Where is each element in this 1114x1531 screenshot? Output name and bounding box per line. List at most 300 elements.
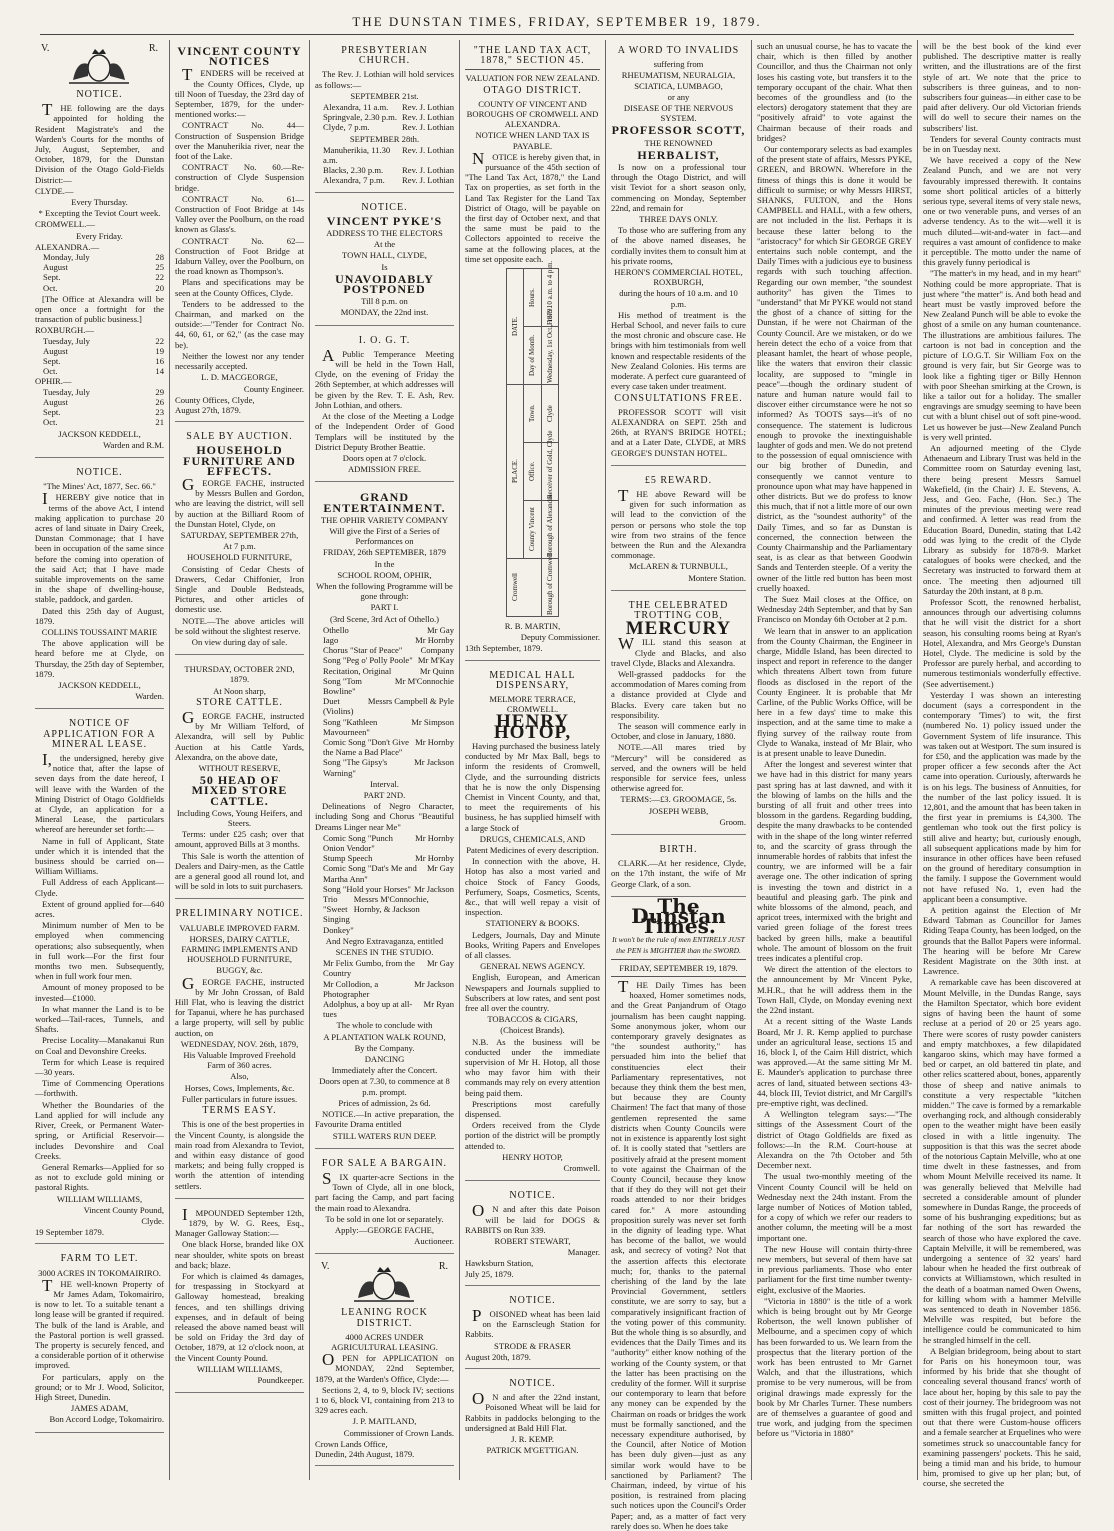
sept21: SEPTEMBER 21st. <box>350 90 419 101</box>
impounded-role: Poundkeeper. <box>257 1374 304 1385</box>
farm-sign: JAMES ADAM, <box>70 1403 129 1414</box>
court-notice <box>35 40 164 458</box>
farm-particulars: For particulars, apply on the ground; or to Mr J. Wood, Solicitor, High Street, Dunedin. <box>35 1371 164 1402</box>
crown-date: Dunedin, 24th August, 1879. <box>315 1448 415 1459</box>
court-date: Tuesday, July 29 <box>43 386 164 397</box>
fache1-date: SATURDAY, SEPTEMBER 27th, <box>180 529 299 540</box>
column-3 <box>310 40 460 1480</box>
pyke-sub: ADDRESS TO THE ELECTORS <box>326 228 443 239</box>
fuller: Fuller particulars in future issues. <box>181 1093 298 1104</box>
thursday: THURSDAY, OCTOBER 2ND, 1879. <box>184 664 295 685</box>
birth-body: CLARK.—At her residence, Clyde, on the 17th instant, the wife of Mr George Clark, of a son. <box>611 858 746 889</box>
ophir-label: OPHIR.— <box>35 376 72 387</box>
season: The season will commence early in October, and close in January, 1880. <box>611 720 746 742</box>
connection: In connection with the above, H. Hotop has also a most varied and choice Stock of Fancy Goods, Perfumery, Soaps, Cosmetics, Scents, &c., that will well repay a visit of inspection. <box>465 856 600 918</box>
mercury-note: NOTE.—All mares tried by "Mercury" will be considered as served, and the owners will be held responsible for service fees, unless otherwise agreed for. <box>611 742 746 794</box>
county: COUNTY OF VINCENT AND BOROUGHS OF CROMWELL AND ALEXANDRA. <box>466 98 599 130</box>
pyke-notice <box>315 197 454 326</box>
column-7 <box>918 40 1086 1489</box>
visit: PROFESSOR SCOTT will visit ALEXANDRA on SEPT. 25th and 26th, at RYAN'S BRIDGE HOTEL; and at a Later Date, CLYDE, at MRS GEORGE'S DUNSTAN HOTEL. <box>611 406 746 458</box>
pyke-title: VINCENT PYKE'S <box>326 213 443 228</box>
programme-item: Othello Mr Gay <box>323 624 454 635</box>
notice2-body: IHEREBY give notice that in terms of the above Act, I intend making application to purchase 20 acres of land situate in Dairy Creek, Dunstan Commonage; that I have been in occupation of the same since before the coming into operation of the said Act; that I have made suitable improvements on the same in the shape of dwelling-house, stable, paddock, and garden. <box>35 489 164 605</box>
tbl-clyde: Clyde <box>541 385 558 443</box>
household-note: NOTE.—The above articles will be sold without the slightest reserve. <box>175 615 304 636</box>
martin: R. B. MARTIN, <box>504 621 561 632</box>
household2: HOUSEHOLD FURNITURE, <box>186 552 293 563</box>
programme-item: Recitation, Original Mr Quinn <box>323 665 454 676</box>
general-news: GENERAL NEWS AGENCY. <box>480 961 585 972</box>
c7-text7: A petition against the Election of Mr Edward Tabman as Councillor for James Riding Teapa County, has been lodged, on the grounds that the Ballot Papers were informal. The hearing will be before Mr Carew Resident Magistrate on the 30th inst. at Lawrence. <box>923 905 1081 977</box>
consult: CONSULTATIONS FREE. <box>614 392 743 404</box>
notice2-date: Dated this 25th day of August, 1879. <box>35 605 164 626</box>
c7-text9: A Belgian bridegroom, being about to start for Paris on his honeymoon tour, was informed by his bride that she thought of concealing several thousand francs' worth of lace about her, hoping by this sale to pay the cost of their journey. The bridegroom was not smitten with this frugal project, and pointed out that there were Custom-house officers and a female searcher at Erquelines who were sometimes struck so unaccountable fancy for examining passengers' pockets. This he said, being a timid man and his bride, to humour him, promised to give up her plan; but, of course, she secreted the <box>923 1345 1081 1489</box>
tbl-cv: County Vincent <box>524 501 541 559</box>
clyde-days: Every Thursday. <box>71 197 128 208</box>
suffering: suffering from <box>653 59 704 70</box>
webb-role: Groom. <box>719 816 746 827</box>
prescriptions: Prescriptions most carefully dispensed. <box>465 1098 600 1119</box>
hotop-title: HENRY HOTOP, <box>493 711 572 743</box>
maitland: J. P. MAITLAND, <box>352 1416 417 1427</box>
mercury-terms: TERMS:—£3. GROOMAGE, 5s. <box>620 794 737 805</box>
mineral-sign2: Vincent County Pound, <box>83 1204 164 1215</box>
horses: HORSES, DAIRY CATTLE, FARMING IMPLEMENTS AND HOUSEHOLD FURNITURE, <box>181 933 298 965</box>
c6-text4: We learn that in answer to an application from the County Chairman, the Engineer in charge, Middle Island, has been directed to inspect and report in reference to the danger which threatens Albert town from future floods as disclosed in the report of the County Engineer. It is probable that Mr Carline, of the Public Works Office, will be here in a few days' time to make this inspection, and at the same time to make a flying survey of the railway route from Clyde to Wanaka, instead of Mr Blair, who is at present unable to leave Dunedin. <box>757 625 912 759</box>
iogt-body: APublic Temperance Meeting will be held in the Town Hall, Clyde, on the evening of Friday the 26th September, at which addresses will be given by the Rev. T. E. Ash, Rev. John Lothian, and others. <box>315 345 454 410</box>
court-date: August 26 <box>43 396 164 407</box>
c7-text5: Professor Scott, the renowned herbalist, announces through our advertising columns that he will visit the district for a short season, his consulting rooms being at Ryan's Hotel, Alexandra, and Mrs George's Dunstan Hotel, Clyde. The medicine is sold by the Professor are purely herbal, and according to numerous testimonials wonderfully effective. (See advertisement.) <box>923 596 1081 689</box>
cast-item: Adolphus, a boy up at all-tues Mr Ryan <box>323 999 454 1020</box>
still-waters: STILL WATERS RUN DEEP. <box>332 1130 437 1141</box>
signature-role: Warden and R.M. <box>103 439 164 450</box>
fache2: GEORGE FACHE, instructed by Mr William Telford, of Alexandra, will sell by Public Auction at his Cattle Yards, Alexandra, on the above date, <box>175 707 304 762</box>
programme-item: Song "Peg o' Polly Poole" Mr M'Kay <box>323 655 454 666</box>
mineral-item: Whether the Boundaries of the Land applied for will include any River, Creek, or Permanent Water-spring, or Artificial Reservoir—includes Devonshire and Coal Creeks. <box>35 1099 164 1161</box>
programme: When the following Programme will be gone through: <box>316 580 453 602</box>
bargain-ad <box>315 1153 454 1255</box>
tbl-office: Office. <box>524 443 541 501</box>
hawks: Hawksburn Station, <box>465 1258 534 1269</box>
payable: NOTICE WHEN LAND TAX IS PAYABLE. <box>475 130 590 151</box>
stewart: ROBERT STEWART, <box>494 1236 571 1247</box>
english: English, European, and American Newspapers and Journals supplied to Subscribers at low rates, and sent post free all over the country. <box>465 972 600 1013</box>
alexandra-label: ALEXANDRA.— <box>35 241 100 252</box>
apply-fache: Apply:—GEORGE FACHE, <box>334 1224 435 1235</box>
engineer-date: August 27th, 1879. <box>175 404 241 415</box>
court-date: Monday, July 28 <box>43 252 164 263</box>
programme-item: Iago Mr Hornby <box>323 634 454 645</box>
c7-text1: will be the best book of the kind ever published. The descriptive matter is really written, and the illustrations are of the first style of art. We note that the price to subscribers is three guineas, and to non-subscribers four guineas—in either case to be paid after delivery. Our old Victorian friends will do well to secure their names on the subscribers' list. <box>923 41 1081 133</box>
impounded-body: One black Horse, branded like OX near shoulder, white spots on breast and back; blaze. <box>175 1239 304 1270</box>
programme-item: Song "Tom Bowline" Mr M'Connochie <box>323 675 454 696</box>
dancing-sub: Immediately after the Concert. <box>331 1065 438 1076</box>
c7-text8: A remarkable cave has been discovered at Mount Melville, in the Dundas Range, says the Hamilton Spectator, which bore evident signs of having been the haunt of some recluse at a period of 20 or 25 years ago. There were scores of rusty powder canisters and empty matchboxes, a few dilapidated kangaroo skins, which may have formed a bed or carpet, an old battered tin plate, and other relics scattered about, bones, apparently those of sheep and native animals to constitute a very respectable "kitchen midden." The cave is formed by a remarkable overhanging rock, and although considerably open to the weather might have been easily closed in with a little ingenuity. The supposition is that this was the secret abode of the notorious Captain Melville, who at one time dwelt in these fastnesses, and from whom Mount Melville received its name. It was generally believed that Melville had secreted a considerable amount of plunder somewhere in Dundas Range, the proceeds of some of his bushranging expeditions; but as far nothing of the sort has rewarded the search of those who have explored the cave. Captain Melville, it will be remembered, was undergoing a sentence of 32 years' hard labour when he headed the first outbreak of convicts at Williamstown, which resulted in the death of a boatman named Owen Owens, for killing whom with a hammer Melville was sentenced to death in November 1856. Melville was respited, but before the intelligence could be communicated to him he strangled himself in the cell. <box>923 977 1081 1345</box>
valuation: VALUATION FOR NEW ZEALAND. <box>465 73 600 84</box>
iogt-close: At the close of the Meeting a Lodge of the Independent Order of Good Templars will be instituted by the District Deputy Brother Beattie. <box>315 411 454 452</box>
divider <box>465 69 600 70</box>
hawks-date: July 25, 1879. <box>465 1268 514 1279</box>
three-days: THREE DAYS ONLY. <box>639 214 718 225</box>
programme-item: Trio "Sweet Singing Donkey" Messrs M'Connochie, Hornby, & Jackson <box>323 894 429 935</box>
presbyterian-church <box>315 40 454 193</box>
land-tax-body: NOTICE is hereby given that, in pursuance of the 45th section of "The Land Tax Act, 1878," the Land Tax on properties, as set forth in the Land Tax Register for the Land Tax District of Otago, will be payable on the first day of October next, and that the same must be paid to the Collectors appointed to receive the same at the following places, at the time set opposite each. <box>465 148 600 264</box>
cast-item: Mr Felix Gumbo, from the Country Mr Gay <box>323 958 454 979</box>
drugs: DRUGS, CHEMICALS, AND <box>479 833 586 844</box>
notice1-title: NOTICE. <box>509 1190 556 1202</box>
mineral-item: Term for which Lease is required—30 years. <box>35 1056 164 1078</box>
pyke-postponed: UNAVOIDABLY POSTPONED <box>335 271 434 297</box>
mineral-title: NOTICE OF APPLICATION FOR A MINERAL LEASE. <box>43 718 156 750</box>
part1-sub: (3rd Scene, 3rd Act of Othello.) <box>329 613 440 624</box>
herbalist: HERBALIST, <box>637 147 720 162</box>
engineer-sign: L. D. MACGEORGE, <box>201 372 278 383</box>
iogt-notice <box>315 330 454 483</box>
renowned: THE RENOWNED <box>644 137 713 148</box>
reward-title: £5 REWARD. <box>644 474 713 486</box>
impounded-note: For which is claimed 4s damages, for trespassing in Stockyard at Galloway homestead, breaking fences, and ten shillings driving expenses, and in default of being released the above named beast will be sold on Friday the 3rd day of October, 1879, at 12 o'clock noon, at the Vincent County Pound. <box>175 1270 304 1363</box>
motto: It won't be the rule of men ENTIRELY JUST the PEN is MIGHTIER than the SWORD. <box>612 935 745 955</box>
clyde-label: CLYDE.— <box>35 185 74 196</box>
notice2-act: "The Mines' Act, 1877, Sec. 66." <box>43 481 156 492</box>
hours: during the hours of 10 a.m. and 10 p.m. <box>619 288 738 309</box>
mgettigan: PATRICK M'GETTIGAN. <box>486 1445 579 1456</box>
programme-item: Chorus "Star of Peace" Company <box>323 645 454 656</box>
leaning-rock-ad <box>315 1258 454 1466</box>
c6-text9: The usual two-monthly meeting of the Vincent County Council will be held on Wednesday next the 24th instant. From the large number of Notices of Motion tabled, for a copy of which we refer our readers to another column, the meeting will be a most important one. <box>757 1171 912 1243</box>
hotop-body: Having purchased the business lately conducted by Mr Max Ball, begs to inform the residents of Cromwell, Clyde, and the surrounding districts that he is now the only Dispensing Chemist in Vincent County, and that, to meet the requirements of his business, he has supplied himself with a large Stock of <box>465 740 600 833</box>
c6-text7: At a recent sitting of the Waste Lands Board, Mr J. R. Kemp applied to purchase under an agricultural lease, sections 15 and 16, block I, of the Cairn Hill district, which was approved.—At the same sitting Mr M. E. Maunder's application to purchase three acres of land, situated between sections 43-44, block III, Teviot district, and Mr Cargill's pre-emptive right, was declined. <box>757 1016 912 1108</box>
divider-2 <box>611 959 746 960</box>
editorial-body: THE Daily Times has been hoaxed, Homer sometimes nods, and the Great Panjandrum of Otago journalism has been caught napping. Some anonymous joker, whom our contemporary gravely designates as "the soundest authority," has persuaded him into the belief that constituencies elect their Parliamentary representatives, not because they think them the best men, but because they are County Chairmen! The fact that many of those gentlemen represented the same districts when County Councils were not in existence is apparently lost sight of. It is coolly stated that "settlers are positively afraid at the present moment to vote against the Chairman of the County Council, because they know that if they do they will not get their roads attended to nor their bridges cared for." A more astounding proposition surely was never set forth in the dignity of leading type. What has become of the ballot, we would ask, and secrecy of voting? Not that the assertion affects this electorate much; for, thanks to the paternal cherishing of the land by the late Provincial Government, settlers constitute, we are sorry to say, but a comparatively insignificant fraction of the voting power of this community. But the whole thing is so absurdly, and evidences that the Daily Times and its "authority" either know nothing of the working of the County system, or that the latter has been practising on the credulity of the former. Will it surprise our contemporary to learn that before any money can be expended by the Chairman on roads or bridges the work must be formally sanctioned, and the necessary expenditure authorised, by the Council, after Notice of Motion has been duly given—just as any similar work would have to be sanctioned by Parliament? The Chairman, indeed, by virtue of his position, is restrained from placing such notices upon the Council's Order Paper; and, as a matter of fact very rarely does so. When he does take <box>611 977 746 1531</box>
contract-item: CONTRACT No. 61—Construction of Foot Bridge at 14s Valley over the Poolburn, on the road known as Glass's. <box>175 193 304 235</box>
notice-body: THE following are the days appointed for holding the Resident Magistrate's and the Warden's Courts for the months of July, August, September, and October, 1879, for the Dunstan Division of the Otago Gold-Fields District:— <box>35 100 164 185</box>
notice-title: NOTICE. <box>76 89 123 100</box>
farce-cast <box>315 958 454 1019</box>
mineral-item: Name in full of Applicant, State under which it is intended that the business should be carried on—William Williams. <box>35 835 164 877</box>
notice2-warden-role: Warden. <box>135 691 164 702</box>
also-body: Horses, Cows, Implements, &c. <box>184 1082 295 1093</box>
tbl-town: Town. <box>524 385 541 443</box>
poison-notice-3 <box>465 1373 600 1462</box>
programme-item: Duet (Violins) Messrs Campbell & Pyle <box>323 696 454 717</box>
programme-item: Song "Hold your Horses" Mr Jackson <box>323 883 454 894</box>
fache3: GEORGE FACHE, instructed by Mr John Crossan, of Bald Hill Flat, who is leaving the district for Tapanui, where he has purchased a large property, will sell by public auction, on <box>175 973 304 1038</box>
vc-title: VINCENT COUNTY NOTICES <box>177 44 302 69</box>
stewart-role: Manager. <box>567 1247 600 1258</box>
dunstan-title: The Dunstan Times. <box>631 893 726 939</box>
store-cattle: STORE CATTLE. <box>196 696 283 708</box>
apply-role: Auctioneer. <box>414 1236 454 1247</box>
contract-item: CONTRACT No. 60.—Re-construction of Clyde Suspension bridge. <box>175 162 304 193</box>
pyke-hall: TOWN HALL, CLYDE, <box>342 250 427 261</box>
poison-notice-1 <box>465 1185 600 1286</box>
iogt-title: I. O. G. T. <box>358 334 411 346</box>
sections: Sections 2, 4, to 9, block IV; sections 1 to 6, block VI, containing from 213 to 329 acres each. <box>315 1384 454 1416</box>
c6-text10: The new House will contain thirty-three new members, but several of them have sat in previous parliaments. Those who enter parliament for the first time number twenty-eight, exclusive of the Maories. <box>757 1243 912 1295</box>
six-sold: To be sold in one lot or separately. <box>325 1213 444 1224</box>
tbl-wed: Wednesday, 1st Oct., 1879. <box>541 327 558 385</box>
c6-text8: A Wellington telegram says:—"The sittings of the Assessment Court of the district of Otago Goldfields are fixed as follows:—In the R.M. Court-house at Alexandra on the 7th October and 5th December next. <box>757 1109 912 1171</box>
notice-prep: NOTICE.—In active preparation, the Favourite Drama entitled <box>315 1109 454 1130</box>
valuable-farm: VALUABLE IMPROVED FARM. <box>179 922 300 933</box>
vr-v-2: V. <box>321 1261 330 1273</box>
or-any: or any <box>667 91 690 102</box>
programme-item: Song "The Gipsy's Warning" Mr Jackson <box>323 757 454 778</box>
kemp: J. R. KEMP. <box>511 1434 554 1445</box>
hotop-place: Cromwell. <box>563 1163 600 1174</box>
crown-office: Crown Lands Office, <box>315 1438 388 1449</box>
service-row: Manuherikia, 11.30 a.m. Rev. J. Lothian <box>323 144 454 166</box>
ophir-dates <box>35 387 164 428</box>
court-date: Oct. 20 <box>43 282 164 293</box>
c7-text6: Yesterday I was shown an interesting document (says a correspondent in the contemporary 'Times') to wit, the first (numbered No. 1) policy issued under the Government System of life insurance. This was taken out at Westport. The sum insured is for £50, and the application was made by the proper officer a few seconds after the Act came into operation. Curiously, afterwards he is on his legs. The business of Annuities, for the number of the last policy issued. It is 12,801, and the amount that has been taken in the first year in premiums is £4,300. The gentleman who took out the first policy is still alive and hearty; but, curiously enough, all subsequent applications made by him for insurance in other offices have been refused on the ground of hereditary consumption in the family. I suppose the Government would not have refused No. 1, even had the applicant been a consumptive. <box>923 689 1081 904</box>
also: Also, <box>230 1071 249 1082</box>
programme-item: Comic Song "Dat's Me and Martha Ann" Mr Gay <box>323 863 454 884</box>
mineral-item: Full Address of each Applicant—Clyde. <box>35 877 164 898</box>
royal-header-2 <box>321 1262 448 1306</box>
vr-v: V. <box>41 43 50 54</box>
iogt-doors: Doors open at 7 o'clock. <box>342 452 427 463</box>
rheum: RHEUMATISM, NEURALGIA, SCIATICA, LUMBAGO, <box>621 70 736 91</box>
auction-title: SALE BY AUCTION. <box>186 431 293 443</box>
melmore: MELMORE TERRACE, CROMWELL. <box>489 694 576 715</box>
dancing: DANCING <box>364 1054 405 1065</box>
mines-act-notice <box>35 462 164 709</box>
c6-text1: such an unusual course, he has to vacate the chair, which is then filled by another Councillor, and thus the Chairman not only loses his casting vote, but transfers it to the temporary occupant of the chair. What then becomes of the groundless and (to the electors) derogatory statement that they are "positively afraid" to vote against the Chairman because of their roads and bridges? <box>757 41 912 143</box>
prelim-title: PRELIMINARY NOTICE. <box>175 908 304 920</box>
notice2-body-c4: POISONED wheat has been laid on the Earnscleugh Station for Rabbits. <box>465 1306 600 1340</box>
household2-body: Consisting of Cedar Chests of Drawers, Cedar Chiffonier, Iron Single and Double Bedsteads, Pictures, and other articles of domestic use. <box>175 563 304 615</box>
lowest-tender: Neither the lowest nor any tender necessarily accepted. <box>175 350 304 372</box>
heron: HERON'S COMMERCIAL HOTEL, ROXBURGH, <box>614 267 743 288</box>
poison-notice-2 <box>465 1290 600 1369</box>
montere: Montere Station. <box>688 572 746 583</box>
land-tax-title: "THE LAND TAX ACT, 1878," SECTION 45. <box>473 45 592 67</box>
best-property: This is one of the best properties in the Vincent County, is alongside the main road from Alexandra to Teviot, and within easy distance of good markets; and being fully cropped is worth the attention of intending settlers. <box>175 1119 304 1191</box>
clyde-note: * Excepting the Teviot Court week. <box>38 208 161 219</box>
mineral-sign3: Clyde. <box>141 1215 164 1226</box>
roxburgh-label: ROXBURGH.— <box>35 325 94 336</box>
tobacco: TOBACCOS & CIGARS, <box>487 1014 578 1025</box>
engineer-place: County Offices, Clyde, <box>175 394 255 405</box>
tenders: TENDERS will be received at the County Offices, Clyde, up till Noon of Tuesday, the 23rd day of September, 1879, for the under-mentioned works:— <box>175 65 304 120</box>
otago-district: OTAGO DISTRICT. <box>483 84 582 96</box>
column-2 <box>170 40 310 1480</box>
service-row: Blacks, 2.30 p.m. Rev. J. Lothian <box>323 165 454 176</box>
leaning-title: LEANING ROCK DISTRICT. <box>341 1307 428 1329</box>
editorial-date: FRIDAY, SEPTEMBER 19, 1879. <box>619 962 738 973</box>
collection-table <box>506 260 559 617</box>
plans: Plans and specifications may be seen at the County Offices, Clyde. <box>175 277 304 298</box>
choicest: (Choicest Brands). <box>500 1025 565 1036</box>
mineral-item: Time of Commencing Operations—forthwith. <box>35 1078 164 1099</box>
notice1-body: ON and after this date Poison will be laid for DOGS & RABBITS on Run 339. <box>465 1201 600 1235</box>
tbl-day: Day of Month. <box>524 327 541 385</box>
impounded-sign: WILLIAM WILLIAMS, <box>196 1363 283 1374</box>
invalids-title: A WORD TO INVALIDS <box>617 45 740 56</box>
strode-date: August 20th, 1879. <box>465 1351 531 1362</box>
farce: And Negro Extravaganza, entitled <box>325 935 444 946</box>
contract-item: CONTRACT No. 44—Construction of Suspension Bridge over the Manuherikia river, near the foot of the Lake. <box>175 120 304 162</box>
prices: Prices of admission, 2s 6d. <box>338 1097 431 1108</box>
friday: FRIDAY, 26th SEPTEMBER, 1879 <box>323 547 446 558</box>
by-company: By the Company. <box>354 1042 415 1053</box>
on-view: On view during day of sale. <box>191 636 288 647</box>
household-title: HOUSEHOLD FURNITURE AND EFFECTS. <box>183 443 296 478</box>
tbl-hours: Hours. <box>524 269 541 327</box>
ophir-variety: THE OPHIR VARIETY COMPANY <box>320 514 449 525</box>
grand-title: GRAND ENTERTAINMENT. <box>323 490 446 515</box>
sept28: SEPTEMBER 28th. <box>349 133 420 144</box>
medical-hall-ad <box>465 665 600 1182</box>
programme-item: Comic Song "Punch Onion Vendor" Mr Hornby <box>323 832 454 854</box>
vincent-county-notices <box>175 40 304 422</box>
pyke-at: At the <box>373 239 396 250</box>
strode: STRODE & FRASER <box>494 1340 571 1351</box>
interval: Interval. <box>370 778 399 789</box>
notice2-title: NOTICE. <box>76 466 123 478</box>
service-row: Clyde, 7 p.m. Rev. J. Lothian <box>323 122 454 133</box>
court-date: Tuesday, July 22 <box>43 335 164 346</box>
fifty-head: 50 HEAD OF MIXED STORE CATTLE. <box>191 773 288 808</box>
mineral-sign: WILLIAM WILLIAMS, <box>56 1193 143 1204</box>
open-application: OPEN for APPLICATION on MONDAY, 22nd September, 1879, at the Warden's Office, Clyde:— <box>315 1350 454 1384</box>
preliminary-notice <box>175 903 304 1198</box>
whole: The whole to conclude with <box>336 1020 433 1031</box>
c6-text3: The Suez Mail closes at the Office, on Wednesday 24th September, and that by San Francisco on Monday 6th October at 2 p.m. <box>757 593 912 625</box>
fache1-time: At 7 p.m. <box>223 541 256 552</box>
column-5 <box>606 40 752 1531</box>
noon: At Noon sharp, <box>213 685 266 696</box>
court-date: Oct. 14 <box>43 366 164 377</box>
presby-title: PRESBYTERIAN CHURCH. <box>341 45 428 67</box>
contract-item: CONTRACT No. 62—Construction of Foot Bridge at Idaburn Valley, over the Poolburn, on the road known as Thompson's. <box>175 235 304 277</box>
paddocks: Well-grassed paddocks for the accommodation of Mares coming from a distance provided at Clyde and Blacks. Every care taken but no responsibility. <box>611 668 746 720</box>
court-date: Sept. 22 <box>43 272 164 283</box>
acres: 4000 ACRES UNDER AGRICULTURAL LEASING. <box>331 1331 438 1352</box>
invalids-ad <box>611 40 746 466</box>
court-date: Sept. 16 <box>43 356 164 367</box>
service-row: Alexandra, 11 a.m. Rev. J. Lothian <box>323 102 454 113</box>
schedule-sept28 <box>315 145 454 186</box>
cast-item: Mr Collodion, a Photographer Mr Jackson <box>323 978 454 999</box>
divider-3 <box>611 976 746 977</box>
mineral-date: 19 September 1879. <box>35 1227 104 1238</box>
mclaren: McLAREN & TURNBULL, <box>629 561 728 572</box>
disease: DISEASE OF THE NERVOUS SYSTEM. <box>623 103 734 124</box>
doors: Doors open at 7.30, to commence at 8 p.m. prompt. <box>319 1076 450 1097</box>
vr-r: R. <box>148 43 158 54</box>
signature: JACKSON KEDDELL, <box>58 428 141 439</box>
store-cattle-ad <box>175 659 304 899</box>
c7-motto: "The matter's in my head, and in my heart" Nothing could be more appropriate. That is just where "the matter" is. And both head and heart must be vastly improved before the New Zealand Punch will be able to evoke the ghost of a smile on any human countenance. The illustrations are ambitious failures. The cartoon is not bad in conception and the picture of I.O.G.T. Sir William Fox on the ground is very fair, but Sir George was to look like a fighting tiger or Billy Hennon with poor Sheehan smirking at the Crown, is like a tailor out for a holiday. The smaller engravings are smudgy seeming to have been cut with a blunt chisel out of soft pine-wood. Let us however be just—New Zealand Punch is very well printed. <box>923 268 1081 442</box>
pyke-notice-title: NOTICE. <box>361 201 408 213</box>
impounded: IMPOUNDED September 12th, 1879, by W. G. Rees, Esq., Manager Galloway Station:— <box>175 1204 304 1239</box>
part2-intro: Delineations of Negro Character, including Song and Chorus "Beautiful Dreams Linger near Me" <box>315 801 454 832</box>
mineral-lease-notice <box>35 713 164 1244</box>
tbl-place: PLACE. <box>507 385 524 559</box>
programme-item: Comic Song "Don't Give the Name a Bad Place" Mr Hornby <box>323 736 454 758</box>
tbl-from: From 10 a.m. to 4 p.m. <box>541 269 558 327</box>
tbl-bc: Borough of Cromwell <box>541 559 558 617</box>
royal-crest-icon <box>59 46 139 86</box>
c6-text2: Our contemporary selects as bad examples of the present state of affairs, Messrs PYKE, GREEN, and BROWN. Wherefore in the fitness of things this is done it would be difficult to surmise; or why Messrs HIRST, SHANKS, FULTON, and the Hons CAMPBELL and HALL, with a few others, are not included in the list. Perhaps it is because these latter belong to the "aristocracy" for which Sir GEORGE GREY entertains such noble contempt, and the Daily Times with a judicious eye to business regards with such touching affection. Regarding our own member, "the soundest authority" has given the Times to "understand" that Mr PYKE would not stand the ghost of a chance of sitting for the Dunstan, if he were not Chairman of the County Council. Are we mistaken, or do we herein detect the echo of a voice from that pleasant hamlet, the heart of whose people, like the waters that environ their classic locality, are supposed to "mingle in peace"—though the ordinary student of nature and human nature would fail to discover either circumstance were he not so informed? As TOOTS says—it's of no consequence. The statement is ludicrous enough to provoke the inextinguishable laughter of gods and men. We do not pretend to the possession of equal omniscience with our big brother of Dunedin, and consequently we cannot venture to pronounce upon what may have happened in other districts. But we do profess to know this much, that if not a little more of our own district, as the "soundest authority" of the Daily Times, and so far as Dunstan is concerned, the connection between the County Chairmanship and the Parliamentary seat, is as clear as that between Goodwin Sands and Tenterden steeple. Of a verity the owner of the little red button has been most cruelly hoaxed. <box>757 144 912 593</box>
land-tax-notice <box>465 40 600 661</box>
webb: JOSEPH WEBB, <box>648 805 709 816</box>
grand-entertainment <box>315 486 454 1148</box>
nb: N.B. As the business will be conducted under the immediate supervision of Mr H. Hotop, all those who may favor him with their commands may rely on every attention being paid them. <box>465 1036 600 1098</box>
dealers: This Sale is worth the attention of Dealers and Dairy-men, as the Cattle are a general good all round lot, and will be sold in lots to suit purchasers. <box>175 850 304 892</box>
ledgers: Ledgers, Journals, Day and Minute Books, Writing Papers and Envelopes of all classes. <box>465 929 600 960</box>
programme-part1 <box>315 625 454 778</box>
impounded-notice <box>175 1203 304 1393</box>
terms-easy: TERMS EASY. <box>202 1105 277 1117</box>
engineer-role: County Engineer. <box>243 383 304 394</box>
school-room: SCHOOL ROOM, OPHIR, <box>337 569 432 580</box>
fache3-date: WEDNESDAY, NOV. 26th, 1879, <box>180 1038 299 1049</box>
buggy: BUGGY, &c. <box>216 965 263 976</box>
contracts-list <box>175 120 304 276</box>
royal-crest-icon-2 <box>344 1264 424 1304</box>
court-date: August 25 <box>43 262 164 273</box>
fache3-body: His Valuable Improved Freehold Farm of 360 acres. <box>183 1050 296 1071</box>
hotop-sign: HENRY HOTOP, <box>502 1151 563 1162</box>
mineral-item: General Remarks—Applied for so as not to exclude gold mining or pastoral Rights. <box>35 1161 164 1193</box>
mineral-items <box>35 836 164 1193</box>
maitland-role: Commissioner of Crown Lands. <box>343 1427 454 1438</box>
reward-body: THE above Reward will be given for such information as will lead to the conviction of the person or persons who stole the top wire from two strains of the fence between the Run and the Alexandra commonage. <box>611 485 746 561</box>
admission: ADMISSION FREE. <box>347 464 422 475</box>
cromwell-days: Every Friday. <box>76 230 123 241</box>
notice2-sign: COLLINS TOUSSAINT MARIE <box>41 626 158 637</box>
column-4 <box>460 40 606 1480</box>
without-reserve: WITHOUT RESERVE, <box>198 763 281 773</box>
six-sections: SIX quarter-acre Sections in the Town of Clyde, all in one block, part facing the Camp, and part facing the main road to Alexandra. <box>315 1168 454 1213</box>
tour: Is now on a professional tour through the Otago District, and will visit Teviot for a short season only, commencing on Monday, September 22nd, and remain for <box>611 162 746 213</box>
newspaper-page <box>30 40 1086 1531</box>
orders: Orders received from the Clyde portion of the district will be promptly attended to. <box>465 1120 600 1151</box>
plantation: A PLANTATION WALK ROUND, <box>323 1031 446 1042</box>
mineral-item: In what manner the Land is to be worked—Tail-races, Tunnels, and Shafts. <box>35 1003 164 1035</box>
c6-text11: "Victoria in 1880" is the title of a work which is being brought out by Mr George Robertson, the well known publisher of Melbourne, and a specimen copy of which has been forwarded to us. We learn from the prospectus that the literary portion of the work has been entrusted to Mr Garnet Walch, and that the illustrations, which promise to be very numerous, will be from original drawings made expressly for the book by Mr Charles Turner. These numbers are of themselves a guarantee of good and true work, and judging from the specimen before us "Victoria in 1880" <box>757 1295 912 1439</box>
pyke-is: Is <box>381 261 388 272</box>
notice3-body: ON and after the 22nd instant, Poisoned Wheat will be laid for Rabbits in paddocks belonging to the undersigned at Bald Hill Flat. <box>465 1389 600 1433</box>
tbl-ba: Borough of Alexandra <box>541 501 558 559</box>
farm-body: THE well-known Property of Mr James Adam, Tokomairiro, is now to let. To a suitable tenant a long lease will be granted if required. The bulk of the land is Arable, and the Pastoral portion is well grassed. The property is securely fenced, and a considerable portion of it otherwise improved. <box>35 1275 164 1371</box>
masthead: THE DUNSTAN TIMES, FRIDAY, SEPTEMBER 19, 1879. <box>40 14 1074 35</box>
fache1: GEORGE FACHE, instructed by Messrs Bullen and Gordon, who are leaving the district, will sell by auction at the Billiard Room of the Dunstan Hotel, Clyde, on <box>175 474 304 529</box>
c7-text3: We have received a copy of the New Zealand Punch, and we are not very favourably impressed therewith. It contains some short political articles of a bitterly serious type, several items of very stale news, one or two venerable puns, and verses of an adverse tendency. As to the wit—well it is much diluted—wit-and-water in fact—and requires a vast amount of confidence to make it perceptible. The motto under the name of this gravely funny periodical is <box>923 155 1081 268</box>
pyke-date: MONDAY, the 22nd inst. <box>340 307 429 318</box>
cattle-terms: Terms: under £25 cash; over that amount, approved Bills at 3 months. <box>175 829 304 850</box>
part2: PART 2ND. <box>363 790 406 800</box>
farm-to-let <box>35 1248 164 1432</box>
martin-date: 13th September, 1879. <box>465 643 543 654</box>
alexandra-note: [The Office at Alexandra will be open once a fortnight for the transaction of public business.] <box>35 293 164 325</box>
column-6 <box>752 40 918 1480</box>
programme-part2 <box>315 833 454 935</box>
tbl-receiver: Receiver of Gold, Clyde <box>541 443 558 501</box>
court-date: Oct. 21 <box>43 417 164 428</box>
mineral-item: Minimum number of Men to be employed when commencing operations; also subsequently, when in full work—For the first four months two men. Subsequently, when in full work four men. <box>35 920 164 982</box>
notice3-title: NOTICE. <box>509 1378 556 1390</box>
roxburgh-dates <box>35 336 164 377</box>
notice2-title-c4: NOTICE. <box>509 1294 556 1306</box>
scott-title: PROFESSOR SCOTT, <box>611 123 746 138</box>
programme-item: Song "Kathleen Mavourneen" Mr Simpson <box>323 716 454 737</box>
those: To those who are suffering from any of the above named diseases, he cordially invites them to consult him at his private rooms, <box>611 225 746 266</box>
